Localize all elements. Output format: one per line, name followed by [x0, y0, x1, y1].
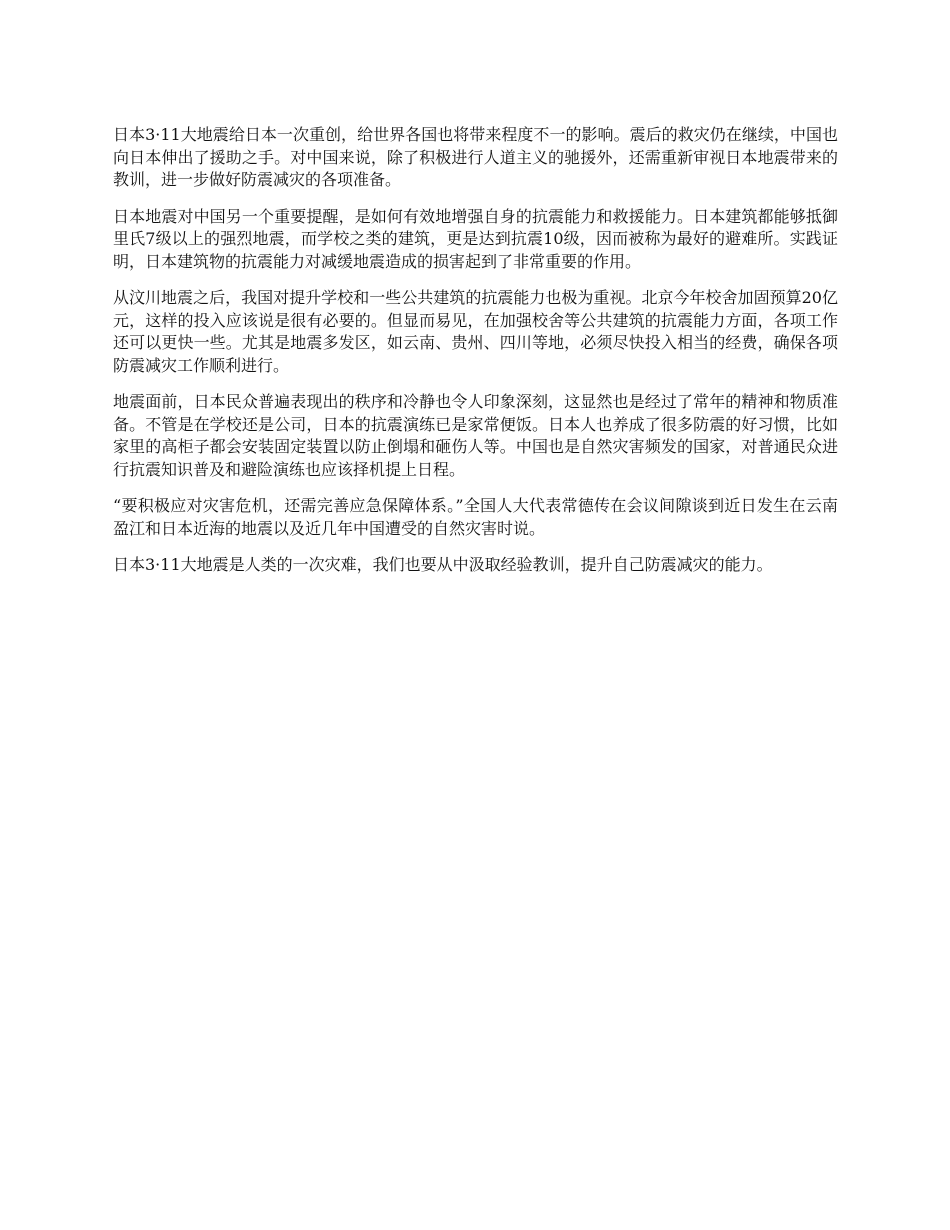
paragraph-6: 日本3·11大地震是人类的一次灾难，我们也要从中汲取经验教训，提升自己防震减灾的能力。 — [113, 555, 773, 574]
paragraph-1: 日本3·11大地震给日本一次重创，给世界各国也将带来程度不一的影响。震后的救灾仍在继续，中国也向日本伸出了援助之手。对中国来说，除了积极进行人道主义的驰援外，还需重新审视日本地震带来的教训，进一步做好防震减灾的各项准备。 — [113, 125, 838, 189]
paragraph-5: “要积极应对灾害危机，还需完善应急保障体系。”全国人大代表常德传在会议间隙谈到近日发生在云南盈江和日本近海的地震以及近几年中国遭受的自然灾害时说。 — [113, 496, 838, 538]
paragraph-4: 地震面前，日本民众普遍表现出的秩序和冷静也令人印象深刻，这显然也是经过了常年的精神和物质准备。不管是在学校还是公司，日本的抗震演练已是家常便饭。日本人也养成了很多防震的好习惯，比如家里的高柜子都会安装固定装置以防止倒塌和砸伤人等。中国也是自然灾害频发的国家，对普通民众进行抗震知识普及和避险演练也应该择机提上日程。 — [113, 392, 838, 479]
paragraph-3: 从汶川地震之后，我国对提升学校和一些公共建筑的抗震能力也极为重视。北京今年校舍加固预算20亿元，这样的投入应该说是很有必要的。但显而易见，在加强校舍等公共建筑的抗震能力方面，各项工作还可以更快一些。尤其是地震多发区，如云南、贵州、四川等地，必须尽快投入相当的经费，确保各项防震减灾工作顺利进行。 — [113, 288, 838, 375]
paragraph-2: 日本地震对中国另一个重要提醒，是如何有效地增强自身的抗震能力和救援能力。日本建筑都能够抵御里氏7级以上的强烈地震，而学校之类的建筑，更是达到抗震10级，因而被称为最好的避难所。实践证明，日本建筑物的抗震能力对减缓地震造成的损害起到了非常重要的作用。 — [113, 206, 838, 271]
document-page — [113, 124, 838, 591]
